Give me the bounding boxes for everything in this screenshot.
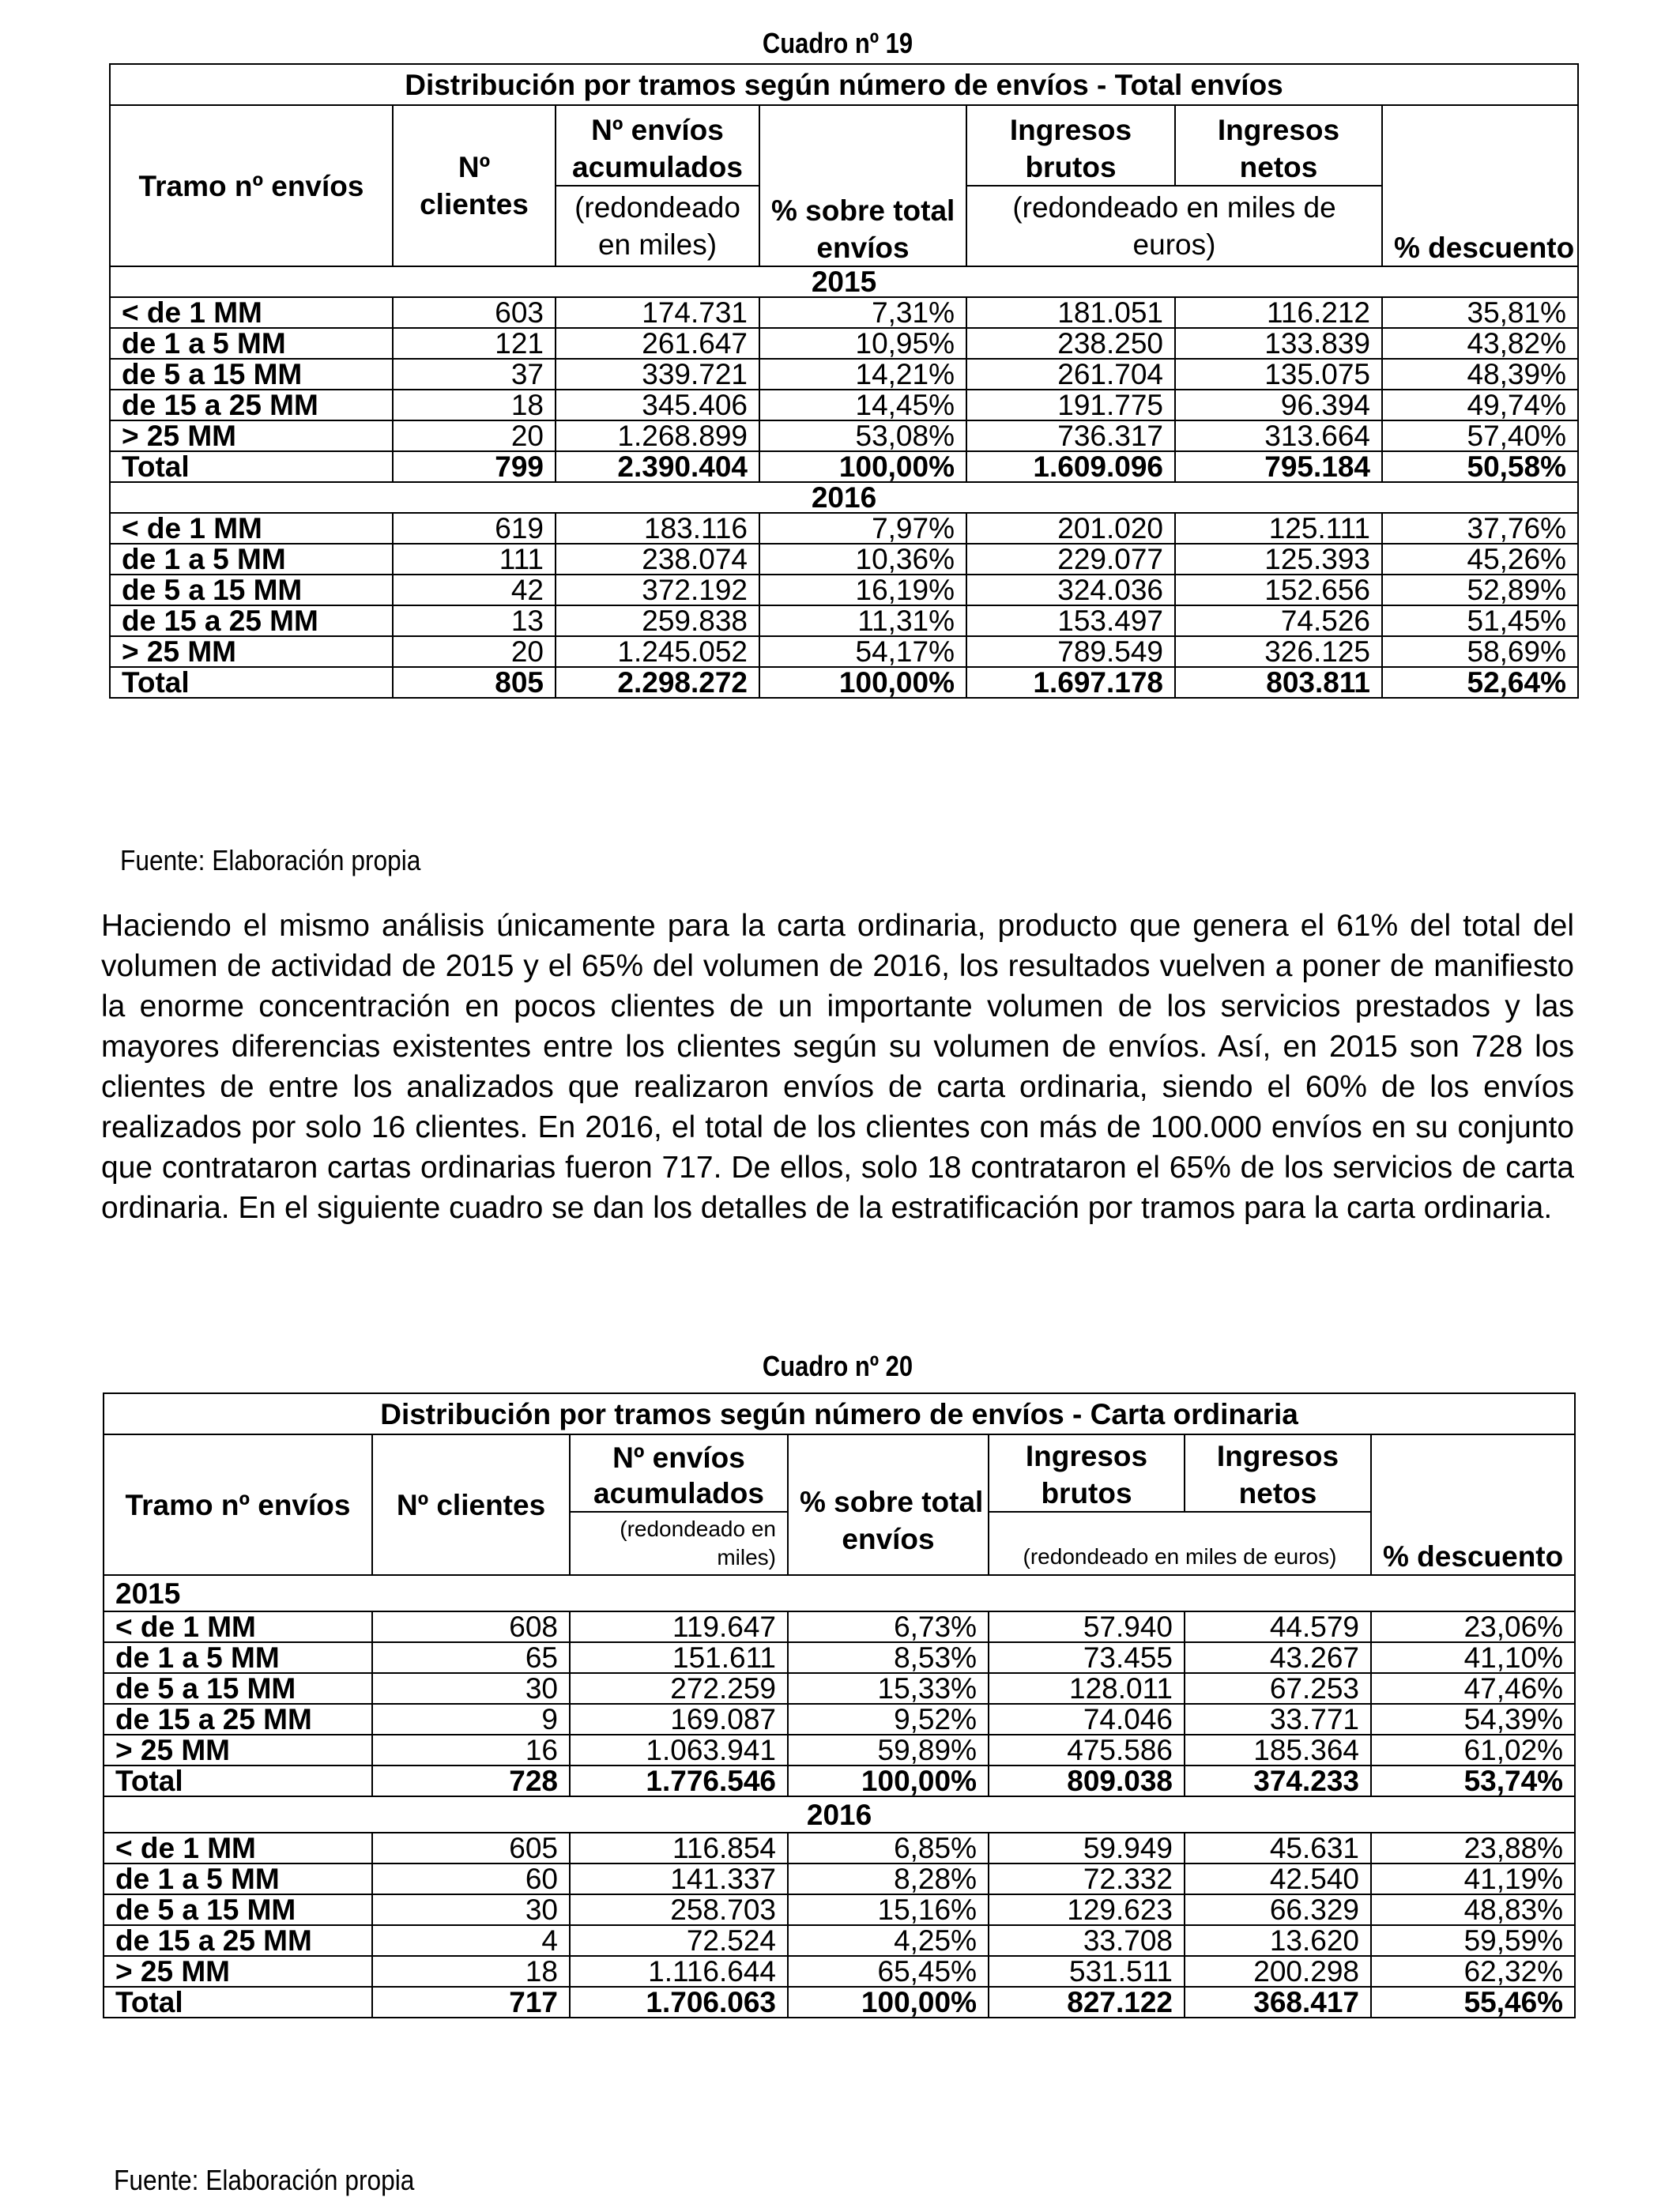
cell-value: 35,81% <box>1382 297 1578 328</box>
table20-header-tramo: Tramo nº envíos <box>104 1434 372 1575</box>
cell-value: 795.184 <box>1175 451 1382 482</box>
table-row <box>104 1611 1575 1642</box>
row-label: > 25 MM <box>104 1735 372 1766</box>
table19-caption: Cuadro nº 19 <box>762 27 913 59</box>
cell-value: 43.267 <box>1185 1642 1371 1673</box>
header-line: % sobre total <box>771 194 955 227</box>
cell-value: 603 <box>393 297 556 328</box>
row-label: Total <box>110 451 393 482</box>
cell-value: 169.087 <box>570 1704 788 1735</box>
cell-value: 2.390.404 <box>556 451 759 482</box>
cell-value: 129.623 <box>989 1894 1185 1925</box>
header-line: euros) <box>1132 228 1216 261</box>
cell-value: 57,40% <box>1382 420 1578 451</box>
cell-value: 8,53% <box>788 1642 989 1673</box>
cell-value: 42 <box>393 575 556 605</box>
cell-value: 1.245.052 <box>556 636 759 667</box>
header-line: Nº envíos <box>612 1441 745 1474</box>
row-label: Total <box>104 1766 372 1796</box>
cell-value: 174.731 <box>556 297 759 328</box>
cell-value: 20 <box>393 636 556 667</box>
cell-value: 100,00% <box>788 1987 989 2018</box>
cell-value: 2.298.272 <box>556 667 759 698</box>
cell-value: 1.776.546 <box>570 1766 788 1796</box>
year-header: 2015 <box>110 266 1578 297</box>
cell-value: 116.212 <box>1175 297 1382 328</box>
row-label: < de 1 MM <box>110 297 393 328</box>
cell-value: 116.854 <box>570 1833 788 1863</box>
cell-value: 1.706.063 <box>570 1987 788 2018</box>
cell-value: 185.364 <box>1185 1735 1371 1766</box>
cell-value: 100,00% <box>788 1766 989 1796</box>
cell-value: 58,69% <box>1382 636 1578 667</box>
cell-value: 65,45% <box>788 1956 989 1987</box>
header-line: miles) <box>717 1545 776 1570</box>
year-header: 2016 <box>110 482 1578 513</box>
table19-header-netos <box>1175 105 1382 186</box>
cell-value: 18 <box>393 390 556 420</box>
table20-header-pct <box>788 1434 989 1575</box>
cell-value: 181.051 <box>966 297 1175 328</box>
header-line: envíos <box>842 1523 935 1555</box>
table-row <box>104 1833 1575 1863</box>
table20-header-netos <box>1185 1434 1371 1512</box>
table20-header-envios-note <box>570 1512 788 1575</box>
cell-value: 73.455 <box>989 1642 1185 1673</box>
row-label: de 5 a 15 MM <box>110 359 393 390</box>
cell-value: 23,06% <box>1371 1611 1575 1642</box>
table19-source: Fuente: Elaboración propia <box>120 844 421 876</box>
cell-value: 736.317 <box>966 420 1175 451</box>
row-label: de 1 a 5 MM <box>110 328 393 359</box>
row-label: > 25 MM <box>110 420 393 451</box>
cell-value: 4 <box>372 1925 570 1956</box>
cell-value: 9 <box>372 1704 570 1735</box>
total-row <box>104 1987 1575 2018</box>
total-row <box>110 667 1578 698</box>
cell-value: 100,00% <box>759 667 966 698</box>
header-line: Nº <box>458 151 491 183</box>
cell-value: 8,28% <box>788 1863 989 1894</box>
table-row <box>104 1925 1575 1956</box>
body-paragraph: Haciendo el mismo análisis únicamente para la carta ordinaria, producto que genera el 61% del total del volumen de actividad de 2015 y el 65% del volumen de 2016, los resultados vuelven a poner de manifiesto la enorme concentración en pocos clientes de un importante volumen de los servicios prestados y las mayores diferencias existentes entre los clientes según su volumen de envíos. Así, en 2015 son 728 los clientes de entre los analizados que realizaron envíos de carta ordinaria, siendo el 60% de los envíos realizados por solo 16 clientes. En 2016, el total de los clientes con más de 100.000 envíos en su conjunto que contrataron cartas ordinarias fueron 717. De ellos, solo 18 contrataron el 65% de los servicios de carta ordinaria. En el siguiente cuadro se dan los detalles de la estratificación por tramos para la carta ordinaria. <box>101 909 1574 1225</box>
table19-body <box>110 266 1578 698</box>
cell-value: 259.838 <box>556 605 759 636</box>
table-row <box>110 420 1578 451</box>
table19 <box>109 63 1579 699</box>
header-line: Ingresos <box>1009 114 1132 146</box>
cell-value: 96.394 <box>1175 390 1382 420</box>
cell-value: 20 <box>393 420 556 451</box>
cell-value: 59.949 <box>989 1833 1185 1863</box>
table20-header-ingresos-note: (redondeado en miles de euros) <box>989 1512 1371 1575</box>
cell-value: 151.611 <box>570 1642 788 1673</box>
table-row <box>110 636 1578 667</box>
table-row <box>104 1673 1575 1704</box>
table20-body <box>104 1575 1575 2018</box>
table-row <box>110 297 1578 328</box>
cell-value: 10,36% <box>759 544 966 575</box>
cell-value: 18 <box>372 1956 570 1987</box>
table-row <box>110 513 1578 544</box>
header-line: brutos <box>1025 151 1117 183</box>
cell-value: 55,46% <box>1371 1987 1575 2018</box>
cell-value: 119.647 <box>570 1611 788 1642</box>
cell-value: 49,74% <box>1382 390 1578 420</box>
header-line: Nº envíos <box>591 114 724 146</box>
table-row <box>110 544 1578 575</box>
cell-value: 605 <box>372 1833 570 1863</box>
cell-value: 54,39% <box>1371 1704 1575 1735</box>
table20-header-envios <box>570 1434 788 1512</box>
cell-value: 1.697.178 <box>966 667 1175 698</box>
table-row <box>110 328 1578 359</box>
cell-value: 43,82% <box>1382 328 1578 359</box>
cell-value: 54,17% <box>759 636 966 667</box>
cell-value: 14,21% <box>759 359 966 390</box>
cell-value: 52,89% <box>1382 575 1578 605</box>
table20 <box>103 1392 1576 2018</box>
cell-value: 183.116 <box>556 513 759 544</box>
cell-value: 7,97% <box>759 513 966 544</box>
row-label: de 5 a 15 MM <box>104 1673 372 1704</box>
header-line: envíos <box>816 232 910 264</box>
cell-value: 67.253 <box>1185 1673 1371 1704</box>
table19-header-clientes <box>393 105 556 266</box>
cell-value: 619 <box>393 513 556 544</box>
total-row <box>104 1766 1575 1796</box>
cell-value: 799 <box>393 451 556 482</box>
cell-value: 66.329 <box>1185 1894 1371 1925</box>
cell-value: 372.192 <box>556 575 759 605</box>
header-line: (redondeado <box>574 191 740 224</box>
table-row <box>104 1642 1575 1673</box>
cell-value: 135.075 <box>1175 359 1382 390</box>
row-label: de 15 a 25 MM <box>104 1704 372 1735</box>
row-label: > 25 MM <box>104 1956 372 1987</box>
cell-value: 74.046 <box>989 1704 1185 1735</box>
cell-value: 33.771 <box>1185 1704 1371 1735</box>
table19-header-ingresos-note <box>966 186 1382 266</box>
table20-header-clientes: Nº clientes <box>372 1434 570 1575</box>
cell-value: 52,64% <box>1382 667 1578 698</box>
cell-value: 258.703 <box>570 1894 788 1925</box>
cell-value: 121 <box>393 328 556 359</box>
row-label: de 15 a 25 MM <box>104 1925 372 1956</box>
cell-value: 30 <box>372 1894 570 1925</box>
cell-value: 57.940 <box>989 1611 1185 1642</box>
cell-value: 61,02% <box>1371 1735 1575 1766</box>
cell-value: 30 <box>372 1673 570 1704</box>
cell-value: 1.609.096 <box>966 451 1175 482</box>
cell-value: 11,31% <box>759 605 966 636</box>
table-row <box>110 575 1578 605</box>
cell-value: 65 <box>372 1642 570 1673</box>
table-row <box>104 1956 1575 1987</box>
cell-value: 59,59% <box>1371 1925 1575 1956</box>
cell-value: 531.511 <box>989 1956 1185 1987</box>
cell-value: 45,26% <box>1382 544 1578 575</box>
cell-value: 827.122 <box>989 1987 1185 2018</box>
row-label: < de 1 MM <box>104 1833 372 1863</box>
table19-header-pct <box>759 105 966 266</box>
header-line: clientes <box>420 188 529 220</box>
cell-value: 15,16% <box>788 1894 989 1925</box>
table19-header-tramo: Tramo nº envíos <box>110 105 393 266</box>
cell-value: 48,39% <box>1382 359 1578 390</box>
cell-value: 41,10% <box>1371 1642 1575 1673</box>
cell-value: 9,52% <box>788 1704 989 1735</box>
cell-value: 261.704 <box>966 359 1175 390</box>
cell-value: 803.811 <box>1175 667 1382 698</box>
row-label: de 1 a 5 MM <box>104 1863 372 1894</box>
header-line: Ingresos <box>1025 1440 1148 1472</box>
table-row <box>104 1704 1575 1735</box>
cell-value: 50,58% <box>1382 451 1578 482</box>
row-label: < de 1 MM <box>110 513 393 544</box>
cell-value: 261.647 <box>556 328 759 359</box>
row-label: de 1 a 5 MM <box>110 544 393 575</box>
cell-value: 238.074 <box>556 544 759 575</box>
cell-value: 37,76% <box>1382 513 1578 544</box>
cell-value: 72.524 <box>570 1925 788 1956</box>
table20-header-brutos <box>989 1434 1185 1512</box>
cell-value: 111 <box>393 544 556 575</box>
cell-value: 15,33% <box>788 1673 989 1704</box>
cell-value: 313.664 <box>1175 420 1382 451</box>
cell-value: 42.540 <box>1185 1863 1371 1894</box>
header-line: (redondeado en <box>620 1517 776 1541</box>
cell-value: 125.111 <box>1175 513 1382 544</box>
cell-value: 16 <box>372 1735 570 1766</box>
cell-value: 74.526 <box>1175 605 1382 636</box>
cell-value: 128.011 <box>989 1673 1185 1704</box>
cell-value: 125.393 <box>1175 544 1382 575</box>
cell-value: 59,89% <box>788 1735 989 1766</box>
row-label: > 25 MM <box>110 636 393 667</box>
cell-value: 14,45% <box>759 390 966 420</box>
cell-value: 141.337 <box>570 1863 788 1894</box>
table19-header-brutos <box>966 105 1175 186</box>
cell-value: 37 <box>393 359 556 390</box>
header-line: netos <box>1239 151 1318 183</box>
cell-value: 153.497 <box>966 605 1175 636</box>
cell-value: 53,08% <box>759 420 966 451</box>
header-line: en miles) <box>597 228 718 261</box>
cell-value: 10,95% <box>759 328 966 359</box>
cell-value: 374.233 <box>1185 1766 1371 1796</box>
header-line: % sobre total <box>800 1486 984 1518</box>
row-label: Total <box>104 1987 372 2018</box>
cell-value: 272.259 <box>570 1673 788 1704</box>
cell-value: 238.250 <box>966 328 1175 359</box>
table20-source: Fuente: Elaboración propia <box>114 2164 415 2196</box>
cell-value: 324.036 <box>966 575 1175 605</box>
cell-value: 62,32% <box>1371 1956 1575 1987</box>
table19-title: Distribución por tramos según número de envíos - Total envíos <box>110 64 1578 105</box>
cell-value: 13 <box>393 605 556 636</box>
row-label: de 1 a 5 MM <box>104 1642 372 1673</box>
cell-value: 41,19% <box>1371 1863 1575 1894</box>
cell-value: 1.063.941 <box>570 1735 788 1766</box>
cell-value: 728 <box>372 1766 570 1796</box>
cell-value: 13.620 <box>1185 1925 1371 1956</box>
cell-value: 53,74% <box>1371 1766 1575 1796</box>
table-row <box>110 390 1578 420</box>
cell-value: 608 <box>372 1611 570 1642</box>
row-label: de 5 a 15 MM <box>104 1894 372 1925</box>
cell-value: 6,85% <box>788 1833 989 1863</box>
cell-value: 805 <box>393 667 556 698</box>
cell-value: 4,25% <box>788 1925 989 1956</box>
header-line: Ingresos <box>1217 114 1340 146</box>
table19-header-descuento: % descuento <box>1382 105 1578 266</box>
table-row <box>110 359 1578 390</box>
table19-header-envios-note <box>556 186 759 266</box>
cell-value: 201.020 <box>966 513 1175 544</box>
year-header: 2016 <box>104 1796 1575 1833</box>
cell-value: 7,31% <box>759 297 966 328</box>
header-line: (redondeado en miles de <box>1012 191 1336 224</box>
cell-value: 809.038 <box>989 1766 1185 1796</box>
cell-value: 133.839 <box>1175 328 1382 359</box>
header-line: netos <box>1238 1477 1317 1509</box>
cell-value: 339.721 <box>556 359 759 390</box>
cell-value: 475.586 <box>989 1735 1185 1766</box>
cell-value: 152.656 <box>1175 575 1382 605</box>
cell-value: 51,45% <box>1382 605 1578 636</box>
cell-value: 33.708 <box>989 1925 1185 1956</box>
cell-value: 48,83% <box>1371 1894 1575 1925</box>
table-row <box>110 605 1578 636</box>
table20-title: Distribución por tramos según número de envíos - Carta ordinaria <box>104 1393 1575 1434</box>
table-row <box>104 1894 1575 1925</box>
cell-value: 1.116.644 <box>570 1956 788 1987</box>
header-line: acumulados <box>593 1477 764 1509</box>
cell-value: 345.406 <box>556 390 759 420</box>
cell-value: 191.775 <box>966 390 1175 420</box>
total-row <box>110 451 1578 482</box>
cell-value: 23,88% <box>1371 1833 1575 1863</box>
row-label: de 15 a 25 MM <box>110 605 393 636</box>
cell-value: 717 <box>372 1987 570 2018</box>
row-label: de 15 a 25 MM <box>110 390 393 420</box>
table20-header-descuento: % descuento <box>1371 1434 1575 1575</box>
table-row <box>104 1863 1575 1894</box>
table-row <box>104 1735 1575 1766</box>
cell-value: 229.077 <box>966 544 1175 575</box>
year-header: 2015 <box>104 1575 1575 1611</box>
cell-value: 789.549 <box>966 636 1175 667</box>
table19-header-envios <box>556 105 759 186</box>
cell-value: 6,73% <box>788 1611 989 1642</box>
cell-value: 1.268.899 <box>556 420 759 451</box>
table20-caption: Cuadro nº 20 <box>762 1350 913 1382</box>
cell-value: 368.417 <box>1185 1987 1371 2018</box>
cell-value: 47,46% <box>1371 1673 1575 1704</box>
cell-value: 326.125 <box>1175 636 1382 667</box>
cell-value: 60 <box>372 1863 570 1894</box>
header-line: acumulados <box>572 151 743 183</box>
header-line: Ingresos <box>1216 1440 1339 1472</box>
cell-value: 72.332 <box>989 1863 1185 1894</box>
cell-value: 200.298 <box>1185 1956 1371 1987</box>
cell-value: 16,19% <box>759 575 966 605</box>
header-line: brutos <box>1041 1477 1132 1509</box>
cell-value: 100,00% <box>759 451 966 482</box>
cell-value: 44.579 <box>1185 1611 1371 1642</box>
row-label: Total <box>110 667 393 698</box>
cell-value: 45.631 <box>1185 1833 1371 1863</box>
row-label: de 5 a 15 MM <box>110 575 393 605</box>
row-label: < de 1 MM <box>104 1611 372 1642</box>
